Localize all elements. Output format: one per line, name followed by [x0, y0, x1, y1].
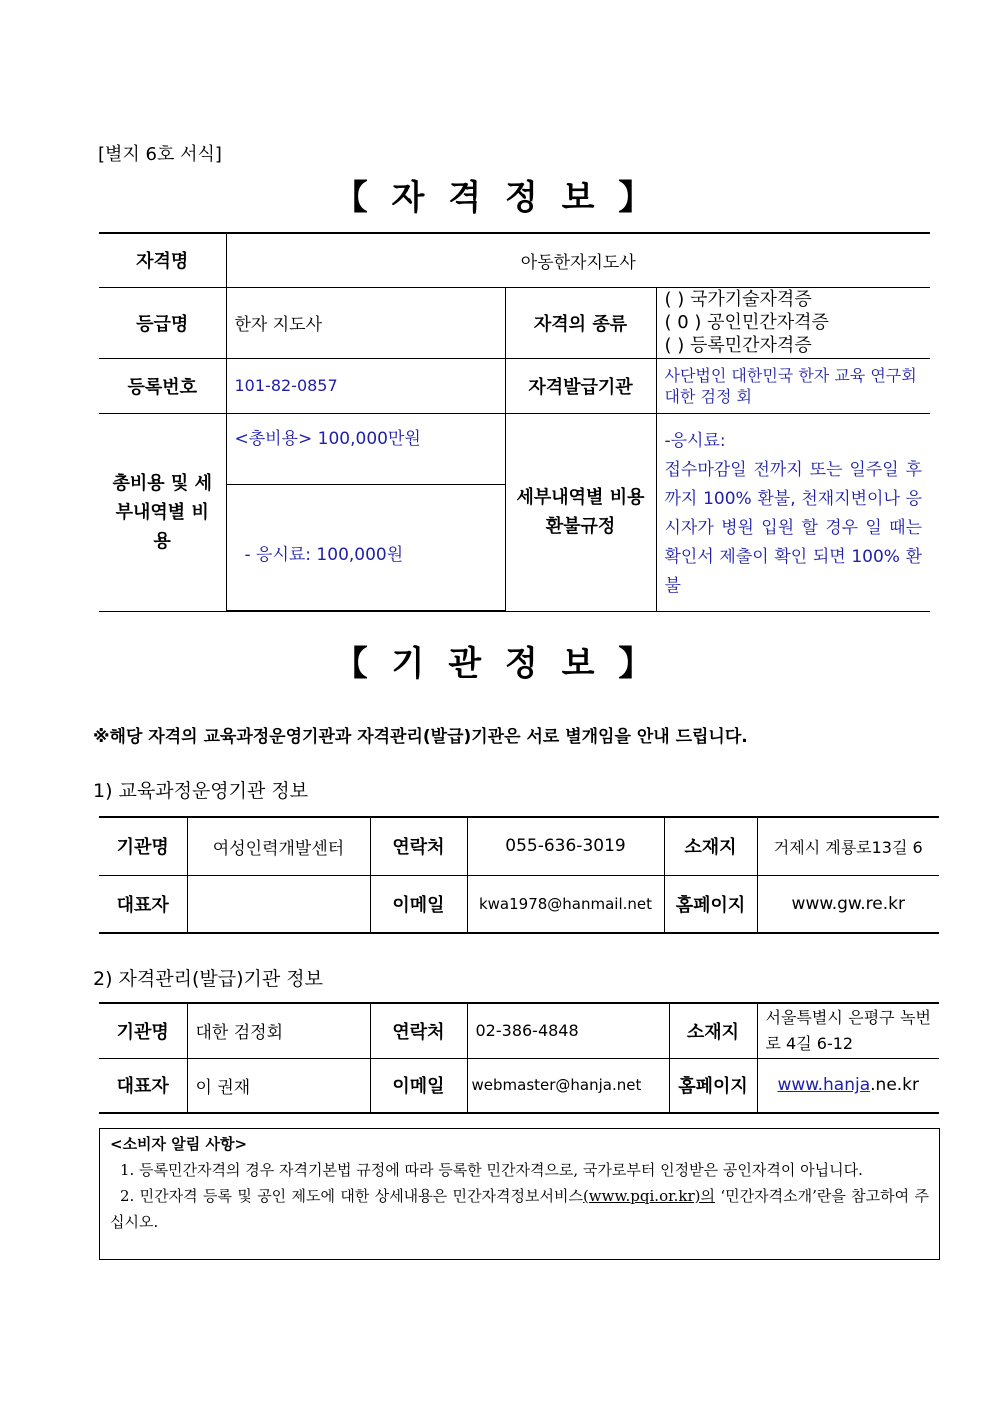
issuer-value: 사단법인 대한민국 한자 교육 연구회 대한 검정 회 — [656, 358, 930, 413]
total-cost: <총비용> 100,000만원 — [226, 413, 505, 484]
issuer-label: 자격발급기관 — [505, 358, 656, 413]
refund-rules — [656, 413, 930, 611]
edu-email-label: 이메일 — [370, 875, 467, 933]
issue-homepage-label: 홈페이지 — [669, 1058, 757, 1113]
issue-org-heading: 2) 자격관리(발급)기관 정보 — [93, 968, 323, 990]
qual-type-options — [656, 287, 930, 358]
consumer-notice-item-1: 1. 등록민간자격의 경우 자격기본법 규정에 따라 등록한 민간자격으로, 국가로부터 인정받은 공인자격이 아닙니다. — [120, 1161, 863, 1179]
issue-org-name-label: 기관명 — [99, 1003, 187, 1058]
issue-homepage — [757, 1058, 939, 1113]
edu-contact: 055-636-3019 — [467, 817, 664, 875]
pqi-link[interactable]: (www.pqi.or.kr)의 — [582, 1187, 715, 1205]
issue-contact: 02-386-4848 — [467, 1003, 669, 1058]
refund-text: 접수마감일 전까지 또는 일주일 후 까지 100% 환불, 천재지변이나 응시자가 병원 입원 할 경우 일 때는 확인서 제출이 확인 되면 100% 환불 — [664, 460, 923, 596]
type-option-national: ( ) 국가기술자격증 — [664, 289, 812, 310]
qual-type-label: 자격의 종류 — [505, 287, 656, 358]
edu-rep — [187, 875, 370, 933]
refund-head: -응시료: — [664, 431, 726, 451]
issue-org-table — [99, 1002, 939, 1114]
type-option-certified: ( 0 ) 공인민간자격증 — [664, 312, 829, 333]
type-option-registered: ( ) 등록민간자격증 — [664, 335, 812, 356]
cost-label: 총비용 및 세부내역별 비용 — [99, 413, 226, 611]
issue-homepage-link[interactable]: www.hanja — [777, 1075, 871, 1096]
exam-fee: - 응시료: 100,000원 — [226, 484, 505, 611]
issue-address: 서울특별시 은평구 녹번로 4길 6-12 — [757, 1003, 939, 1058]
form-number: [별지 6호 서식] — [98, 144, 222, 165]
consumer-notice-title: <소비자 알림 사항> — [110, 1135, 248, 1153]
edu-org-heading: 1) 교육과정운영기관 정보 — [93, 780, 309, 802]
organization-section-title: 【 기 관 정 보 】 — [333, 644, 659, 684]
issue-rep: 이 권재 — [187, 1058, 370, 1113]
issue-address-label: 소재지 — [669, 1003, 757, 1058]
grade-label: 등급명 — [99, 287, 226, 358]
refund-label: 세부내역별 비용 환불규정 — [505, 413, 656, 611]
reg-no-label: 등록번호 — [99, 358, 226, 413]
consumer-notice-item-2-text: 2. 민간자격 등록 및 공인 제도에 대한 상세내용은 민간자격정보서비스 — [120, 1187, 583, 1205]
consumer-notice-item-2 — [110, 1183, 929, 1235]
consumer-notice-item-2-tail: ‘민간자격소개’란을 참고하여 주십시오. — [110, 1187, 929, 1231]
qual-name-label: 자격명 — [99, 233, 226, 287]
issue-email-label: 이메일 — [370, 1058, 467, 1113]
edu-org-name: 여성인력개발센터 — [187, 817, 370, 875]
qual-name-value: 아동한자지도사 — [226, 233, 930, 287]
separate-org-notice: ※해당 자격의 교육과정운영기관과 자격관리(발급)기관은 서로 별개임을 안내 드립니다. — [93, 727, 748, 747]
edu-rep-label: 대표자 — [99, 875, 187, 933]
edu-org-table — [99, 816, 939, 934]
issue-homepage-suffix: .ne.kr — [870, 1075, 920, 1096]
consumer-notice-box — [99, 1128, 940, 1260]
edu-homepage: www.gw.re.kr — [757, 875, 939, 933]
edu-address-label: 소재지 — [664, 817, 757, 875]
edu-email: kwa1978@hanmail.net — [467, 875, 664, 933]
edu-org-name-label: 기관명 — [99, 817, 187, 875]
edu-homepage-label: 홈페이지 — [664, 875, 757, 933]
issue-org-name: 대한 검정회 — [187, 1003, 370, 1058]
grade-value: 한자 지도사 — [226, 287, 505, 358]
issue-contact-label: 연락처 — [370, 1003, 467, 1058]
issue-rep-label: 대표자 — [99, 1058, 187, 1113]
issue-email: webmaster@hanja.net — [467, 1058, 669, 1113]
edu-contact-label: 연락처 — [370, 817, 467, 875]
qualification-table — [99, 232, 930, 612]
edu-address: 거제시 계룡로13길 6 — [757, 817, 939, 875]
reg-no-value: 101-82-0857 — [226, 358, 505, 413]
qualification-section-title: 【 자 격 정 보 】 — [333, 178, 659, 218]
